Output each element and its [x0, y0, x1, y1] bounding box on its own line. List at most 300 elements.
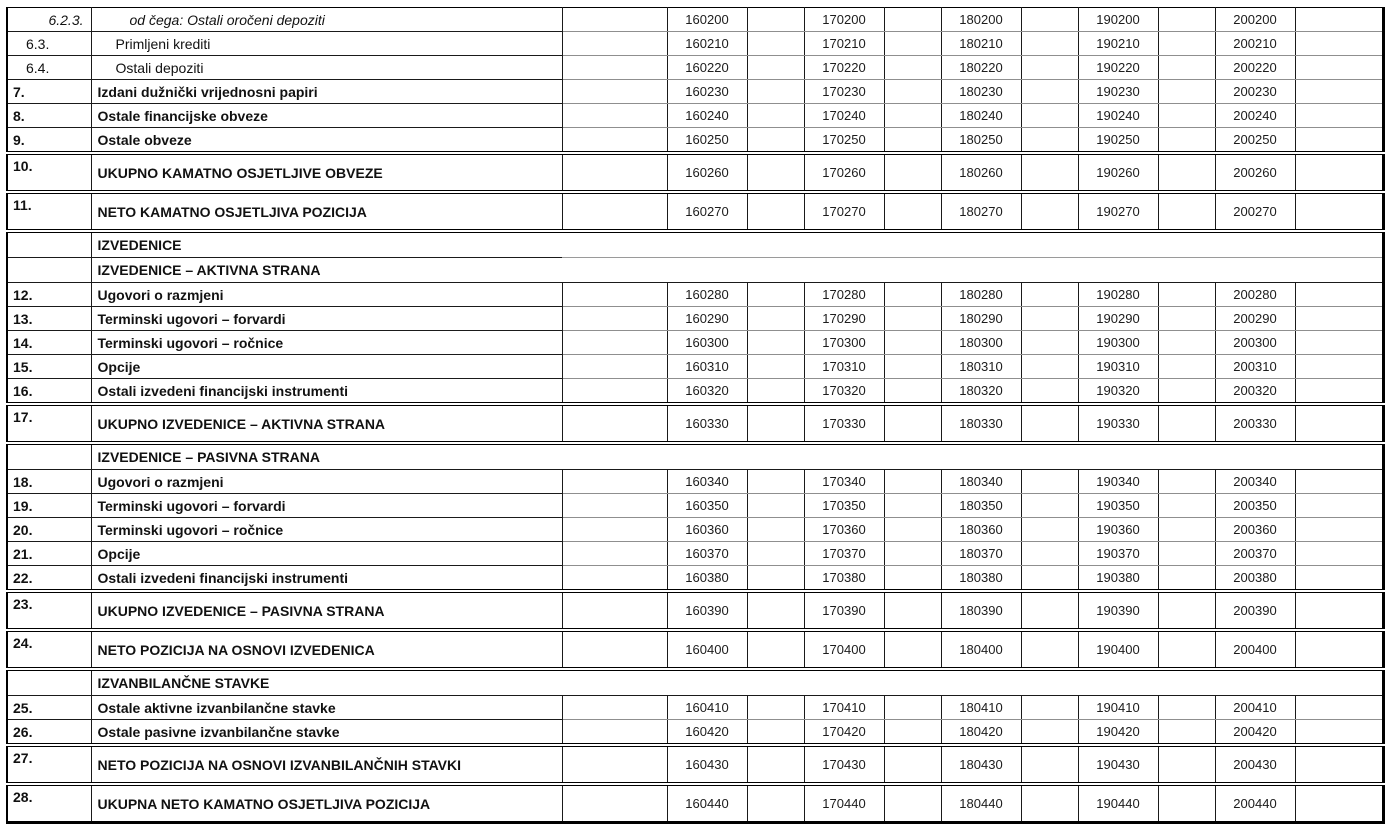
description-cell: UKUPNO KAMATNO OSJETLJIVE OBVEZE — [91, 153, 562, 192]
trailing-gap-cell — [1295, 32, 1383, 56]
trailing-gap-cell — [1295, 153, 1383, 192]
gap-cell — [562, 784, 667, 823]
gap-cell — [1158, 331, 1215, 355]
description-cell: Ostali izvedeni financijski instrumenti — [91, 379, 562, 405]
row-number-cell: 20. — [7, 518, 91, 542]
gap-cell — [747, 104, 804, 128]
code-cell: 160310 — [667, 355, 747, 379]
description-cell: Primljeni krediti — [91, 32, 562, 56]
code-cell: 160290 — [667, 307, 747, 331]
gap-cell — [884, 630, 941, 669]
code-cell: 190240 — [1078, 104, 1158, 128]
trailing-gap-cell — [1295, 283, 1383, 307]
code-cell: 170300 — [804, 331, 884, 355]
code-cell: 200270 — [1215, 192, 1295, 231]
code-cell: 190420 — [1078, 720, 1158, 746]
gap-cell — [1158, 630, 1215, 669]
description-cell: Ugovori o razmjeni — [91, 283, 562, 307]
code-cell: 190390 — [1078, 591, 1158, 630]
trailing-gap-cell — [1295, 542, 1383, 566]
trailing-gap-cell — [1295, 494, 1383, 518]
form-table — [6, 7, 1385, 824]
code-cell: 190200 — [1078, 8, 1158, 32]
code-cell: 190260 — [1078, 153, 1158, 192]
code-cell: 180270 — [941, 192, 1021, 231]
code-cell: 160440 — [667, 784, 747, 823]
code-cell: 170220 — [804, 56, 884, 80]
gap-cell — [884, 192, 941, 231]
table-row — [7, 192, 1383, 231]
trailing-gap-cell — [1295, 784, 1383, 823]
gap-cell — [884, 283, 941, 307]
gap-cell — [884, 331, 941, 355]
gap-cell — [562, 745, 667, 784]
row-number-cell: 10. — [7, 153, 91, 192]
code-cell: 200330 — [1215, 404, 1295, 443]
gap-cell — [884, 470, 941, 494]
code-cell: 180370 — [941, 542, 1021, 566]
description-cell: od čega: Ostali oročeni depoziti — [91, 8, 562, 32]
code-cell: 190410 — [1078, 696, 1158, 720]
code-cell: 190400 — [1078, 630, 1158, 669]
code-cell: 160340 — [667, 470, 747, 494]
table-row — [7, 443, 1383, 470]
row-number-cell: 13. — [7, 307, 91, 331]
row-number-cell: 12. — [7, 283, 91, 307]
gap-cell — [884, 404, 941, 443]
description-cell: UKUPNO IZVEDENICE – PASIVNA STRANA — [91, 591, 562, 630]
row-number-cell: 6.2.3. — [7, 8, 91, 32]
row-number-cell: 17. — [7, 404, 91, 443]
code-cell: 200230 — [1215, 80, 1295, 104]
code-cell: 170210 — [804, 32, 884, 56]
gap-cell — [1158, 56, 1215, 80]
gap-cell — [562, 404, 667, 443]
gap-cell — [884, 591, 941, 630]
row-number-cell: 24. — [7, 630, 91, 669]
row-number-cell: 25. — [7, 696, 91, 720]
description-cell: NETO POZICIJA NA OSNOVI IZVANBILANČNIH STAVKI — [91, 745, 562, 784]
gap-cell — [747, 307, 804, 331]
table-row — [7, 542, 1383, 566]
gap-cell — [562, 307, 667, 331]
code-cell: 160430 — [667, 745, 747, 784]
gap-cell — [1021, 566, 1078, 592]
gap-cell — [1158, 566, 1215, 592]
code-cell: 170310 — [804, 355, 884, 379]
code-cell: 170420 — [804, 720, 884, 746]
table-row — [7, 494, 1383, 518]
trailing-gap-cell — [1295, 56, 1383, 80]
code-cell: 160400 — [667, 630, 747, 669]
gap-cell — [1021, 720, 1078, 746]
gap-cell — [884, 355, 941, 379]
gap-cell — [747, 566, 804, 592]
trailing-gap-cell — [1295, 470, 1383, 494]
row-number-cell: 21. — [7, 542, 91, 566]
code-cell: 170370 — [804, 542, 884, 566]
gap-cell — [884, 720, 941, 746]
gap-cell — [1021, 404, 1078, 443]
code-cell: 170390 — [804, 591, 884, 630]
code-cell: 180210 — [941, 32, 1021, 56]
gap-cell — [884, 518, 941, 542]
description-cell: NETO POZICIJA NA OSNOVI IZVEDENICA — [91, 630, 562, 669]
table-row — [7, 307, 1383, 331]
row-number-cell: 8. — [7, 104, 91, 128]
table-row — [7, 80, 1383, 104]
code-cell: 170250 — [804, 128, 884, 154]
code-cell: 170230 — [804, 80, 884, 104]
gap-cell — [747, 470, 804, 494]
code-cell: 180320 — [941, 379, 1021, 405]
gap-cell — [1021, 192, 1078, 231]
gap-cell — [1158, 696, 1215, 720]
gap-cell — [747, 379, 804, 405]
code-cell: 200250 — [1215, 128, 1295, 154]
trailing-gap-cell — [1295, 355, 1383, 379]
gap-cell — [747, 696, 804, 720]
gap-cell — [884, 745, 941, 784]
trailing-gap-cell — [1295, 8, 1383, 32]
gap-cell — [747, 192, 804, 231]
description-cell: Ostali depoziti — [91, 56, 562, 80]
gap-cell — [747, 630, 804, 669]
code-cell: 200410 — [1215, 696, 1295, 720]
gap-cell — [1021, 283, 1078, 307]
code-cell: 200430 — [1215, 745, 1295, 784]
code-cell: 200320 — [1215, 379, 1295, 405]
code-cell: 200390 — [1215, 591, 1295, 630]
gap-cell — [884, 80, 941, 104]
code-cell: 190290 — [1078, 307, 1158, 331]
table-row — [7, 470, 1383, 494]
row-number-cell: 27. — [7, 745, 91, 784]
trailing-gap-cell — [1295, 566, 1383, 592]
section-label-cell: IZVEDENICE – PASIVNA STRANA — [91, 443, 562, 470]
code-cell: 190220 — [1078, 56, 1158, 80]
gap-cell — [1021, 307, 1078, 331]
section-label-cell: IZVEDENICE – AKTIVNA STRANA — [91, 258, 562, 283]
gap-cell — [747, 283, 804, 307]
code-cell: 200420 — [1215, 720, 1295, 746]
code-cell: 200310 — [1215, 355, 1295, 379]
code-cell: 160200 — [667, 8, 747, 32]
trailing-gap-cell — [1295, 630, 1383, 669]
code-cell: 170260 — [804, 153, 884, 192]
code-cell: 190320 — [1078, 379, 1158, 405]
gap-cell — [562, 470, 667, 494]
gap-cell — [1158, 784, 1215, 823]
description-cell: Ostale obveze — [91, 128, 562, 154]
table-row — [7, 32, 1383, 56]
trailing-gap-cell — [1295, 720, 1383, 746]
gap-cell — [1158, 153, 1215, 192]
gap-cell — [1021, 104, 1078, 128]
row-number-cell: 14. — [7, 331, 91, 355]
code-cell: 180380 — [941, 566, 1021, 592]
gap-cell — [1021, 153, 1078, 192]
code-cell: 160300 — [667, 331, 747, 355]
code-cell: 200280 — [1215, 283, 1295, 307]
code-cell: 180400 — [941, 630, 1021, 669]
gap-cell — [884, 104, 941, 128]
gap-cell — [1021, 32, 1078, 56]
gap-cell — [562, 591, 667, 630]
description-cell: Ugovori o razmjeni — [91, 470, 562, 494]
gap-cell — [747, 56, 804, 80]
code-cell: 160260 — [667, 153, 747, 192]
description-cell: Ostale pasivne izvanbilančne stavke — [91, 720, 562, 746]
gap-cell — [884, 56, 941, 80]
trailing-gap-cell — [1295, 745, 1383, 784]
table-row — [7, 8, 1383, 32]
code-cell: 170270 — [804, 192, 884, 231]
code-cell: 180310 — [941, 355, 1021, 379]
code-cell: 160280 — [667, 283, 747, 307]
description-cell: NETO KAMATNO OSJETLJIVA POZICIJA — [91, 192, 562, 231]
gap-cell — [562, 32, 667, 56]
gap-cell — [562, 104, 667, 128]
gap-cell — [747, 494, 804, 518]
code-cell: 190350 — [1078, 494, 1158, 518]
row-number-cell: 18. — [7, 470, 91, 494]
gap-cell — [884, 307, 941, 331]
table-row — [7, 566, 1383, 592]
row-number-cell — [7, 258, 91, 283]
gap-cell — [747, 8, 804, 32]
code-cell: 170430 — [804, 745, 884, 784]
gap-cell — [1158, 283, 1215, 307]
code-cell: 200380 — [1215, 566, 1295, 592]
code-cell: 180410 — [941, 696, 1021, 720]
gap-cell — [747, 331, 804, 355]
code-cell: 200340 — [1215, 470, 1295, 494]
code-cell: 180300 — [941, 331, 1021, 355]
description-cell: Terminski ugovori – ročnice — [91, 331, 562, 355]
gap-cell — [562, 331, 667, 355]
code-cell: 160220 — [667, 56, 747, 80]
description-cell: Opcije — [91, 542, 562, 566]
code-cell: 160420 — [667, 720, 747, 746]
code-cell: 180430 — [941, 745, 1021, 784]
table-row — [7, 591, 1383, 630]
section-merged-cell — [562, 258, 1383, 283]
gap-cell — [884, 542, 941, 566]
table-row — [7, 56, 1383, 80]
gap-cell — [1021, 494, 1078, 518]
trailing-gap-cell — [1295, 591, 1383, 630]
gap-cell — [1158, 128, 1215, 154]
row-number-cell: 6.3. — [7, 32, 91, 56]
gap-cell — [747, 404, 804, 443]
trailing-gap-cell — [1295, 80, 1383, 104]
gap-cell — [884, 8, 941, 32]
description-cell: Terminski ugovori – ročnice — [91, 518, 562, 542]
table-row — [7, 379, 1383, 405]
code-cell: 160270 — [667, 192, 747, 231]
code-cell: 160410 — [667, 696, 747, 720]
gap-cell — [884, 153, 941, 192]
gap-cell — [1158, 542, 1215, 566]
gap-cell — [1158, 8, 1215, 32]
gap-cell — [562, 8, 667, 32]
code-cell: 190310 — [1078, 355, 1158, 379]
gap-cell — [747, 745, 804, 784]
trailing-gap-cell — [1295, 404, 1383, 443]
description-cell: Izdani dužnički vrijednosni papiri — [91, 80, 562, 104]
table-row — [7, 745, 1383, 784]
row-number-cell: 9. — [7, 128, 91, 154]
gap-cell — [562, 518, 667, 542]
section-merged-cell — [562, 669, 1383, 696]
gap-cell — [562, 80, 667, 104]
row-number-cell — [7, 231, 91, 258]
code-cell: 180440 — [941, 784, 1021, 823]
gap-cell — [1021, 355, 1078, 379]
form-table-body — [7, 8, 1383, 823]
row-number-cell: 22. — [7, 566, 91, 592]
gap-cell — [1158, 591, 1215, 630]
gap-cell — [562, 566, 667, 592]
gap-cell — [1158, 470, 1215, 494]
row-number-cell — [7, 669, 91, 696]
code-cell: 190250 — [1078, 128, 1158, 154]
gap-cell — [747, 355, 804, 379]
gap-cell — [1021, 696, 1078, 720]
table-row — [7, 258, 1383, 283]
table-row — [7, 153, 1383, 192]
code-cell: 190380 — [1078, 566, 1158, 592]
gap-cell — [884, 379, 941, 405]
code-cell: 160210 — [667, 32, 747, 56]
section-merged-cell — [562, 231, 1383, 258]
gap-cell — [1021, 784, 1078, 823]
trailing-gap-cell — [1295, 128, 1383, 154]
code-cell: 180260 — [941, 153, 1021, 192]
table-row — [7, 104, 1383, 128]
table-row — [7, 630, 1383, 669]
code-cell: 190270 — [1078, 192, 1158, 231]
code-cell: 200360 — [1215, 518, 1295, 542]
code-cell: 160360 — [667, 518, 747, 542]
gap-cell — [747, 720, 804, 746]
section-merged-cell — [562, 443, 1383, 470]
gap-cell — [1158, 494, 1215, 518]
table-row — [7, 128, 1383, 154]
code-cell: 180230 — [941, 80, 1021, 104]
code-cell: 170340 — [804, 470, 884, 494]
code-cell: 170380 — [804, 566, 884, 592]
row-number-cell: 15. — [7, 355, 91, 379]
code-cell: 160230 — [667, 80, 747, 104]
gap-cell — [562, 56, 667, 80]
gap-cell — [1021, 591, 1078, 630]
code-cell: 200350 — [1215, 494, 1295, 518]
trailing-gap-cell — [1295, 104, 1383, 128]
row-number-cell: 11. — [7, 192, 91, 231]
table-row — [7, 696, 1383, 720]
code-cell: 200260 — [1215, 153, 1295, 192]
code-cell: 180220 — [941, 56, 1021, 80]
table-row — [7, 518, 1383, 542]
row-number-cell: 26. — [7, 720, 91, 746]
gap-cell — [562, 696, 667, 720]
code-cell: 170440 — [804, 784, 884, 823]
gap-cell — [1158, 745, 1215, 784]
gap-cell — [884, 128, 941, 154]
code-cell: 190300 — [1078, 331, 1158, 355]
gap-cell — [1158, 104, 1215, 128]
gap-cell — [562, 720, 667, 746]
gap-cell — [884, 566, 941, 592]
code-cell: 200240 — [1215, 104, 1295, 128]
gap-cell — [1021, 745, 1078, 784]
gap-cell — [1021, 630, 1078, 669]
code-cell: 160390 — [667, 591, 747, 630]
row-number-cell: 19. — [7, 494, 91, 518]
code-cell: 170240 — [804, 104, 884, 128]
gap-cell — [1021, 470, 1078, 494]
code-cell: 180390 — [941, 591, 1021, 630]
gap-cell — [884, 32, 941, 56]
gap-cell — [1158, 32, 1215, 56]
code-cell: 200220 — [1215, 56, 1295, 80]
table-row — [7, 404, 1383, 443]
code-cell: 180200 — [941, 8, 1021, 32]
trailing-gap-cell — [1295, 192, 1383, 231]
gap-cell — [562, 192, 667, 231]
code-cell: 200300 — [1215, 331, 1295, 355]
description-cell: Opcije — [91, 355, 562, 379]
code-cell: 180280 — [941, 283, 1021, 307]
section-label-cell: IZVANBILANČNE STAVKE — [91, 669, 562, 696]
code-cell: 170350 — [804, 494, 884, 518]
code-cell: 160350 — [667, 494, 747, 518]
code-cell: 190330 — [1078, 404, 1158, 443]
gap-cell — [1158, 379, 1215, 405]
row-number-cell: 16. — [7, 379, 91, 405]
code-cell: 160380 — [667, 566, 747, 592]
gap-cell — [1021, 331, 1078, 355]
gap-cell — [1158, 307, 1215, 331]
gap-cell — [1021, 56, 1078, 80]
table-row — [7, 331, 1383, 355]
gap-cell — [1158, 720, 1215, 746]
table-row — [7, 784, 1383, 823]
code-cell: 170360 — [804, 518, 884, 542]
gap-cell — [562, 630, 667, 669]
code-cell: 170410 — [804, 696, 884, 720]
gap-cell — [1021, 542, 1078, 566]
row-number-cell: 7. — [7, 80, 91, 104]
row-number-cell: 23. — [7, 591, 91, 630]
code-cell: 190440 — [1078, 784, 1158, 823]
code-cell: 160250 — [667, 128, 747, 154]
description-cell: Ostale aktivne izvanbilančne stavke — [91, 696, 562, 720]
code-cell: 180350 — [941, 494, 1021, 518]
table-row — [7, 720, 1383, 746]
row-number-cell: 28. — [7, 784, 91, 823]
description-cell: UKUPNO IZVEDENICE – AKTIVNA STRANA — [91, 404, 562, 443]
gap-cell — [562, 542, 667, 566]
code-cell: 180420 — [941, 720, 1021, 746]
code-cell: 200200 — [1215, 8, 1295, 32]
gap-cell — [1021, 128, 1078, 154]
code-cell: 170330 — [804, 404, 884, 443]
description-cell: UKUPNA NETO KAMATNO OSJETLJIVA POZICIJA — [91, 784, 562, 823]
code-cell: 190210 — [1078, 32, 1158, 56]
